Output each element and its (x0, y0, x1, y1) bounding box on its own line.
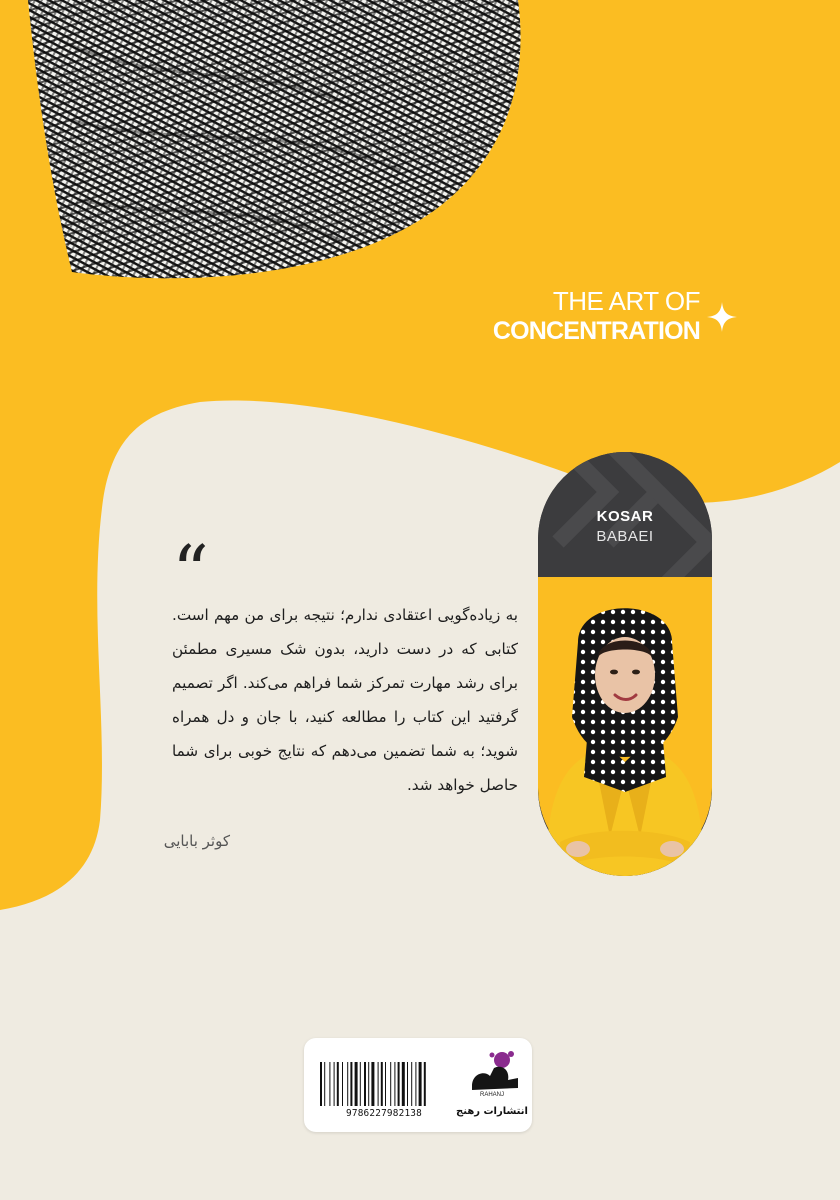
title-line-2: CONCENTRATION (492, 317, 700, 345)
sparkle-icon (706, 301, 738, 333)
publisher-logo-text: RAHANJ (480, 1092, 505, 1098)
isbn-number: 9786227982138 (346, 1108, 422, 1119)
author-portrait (538, 577, 712, 876)
quote-icon: “ (172, 530, 209, 614)
publisher-box (304, 1038, 532, 1132)
publisher-name: انتشارات رهنج (456, 1106, 528, 1117)
author-last-name: BABAEI (596, 528, 654, 545)
title-line-1: THE ART OF (552, 286, 700, 316)
quote-signature: کوثر بابایی (163, 832, 230, 850)
author-first-name: KOSAR (596, 508, 654, 525)
author-quote: به زیاده‌گویی اعتقادی ندارم؛ نتیجه برای من مهم است. کتابی که در دست دارید، بدون شک مسیری مطمئن برای رشد مهارت تمرکز شما فراهم می‌کند. اگر تصمیم گرفتید این کتاب را مطالعه کنید، با جان و دل همراه شوید؛ به شما تضمین می‌دهم که نتایج خوبی برای شما حاصل خواهد شد. (172, 606, 518, 794)
cover-title (493, 288, 700, 344)
barcode-icon (318, 1062, 450, 1106)
